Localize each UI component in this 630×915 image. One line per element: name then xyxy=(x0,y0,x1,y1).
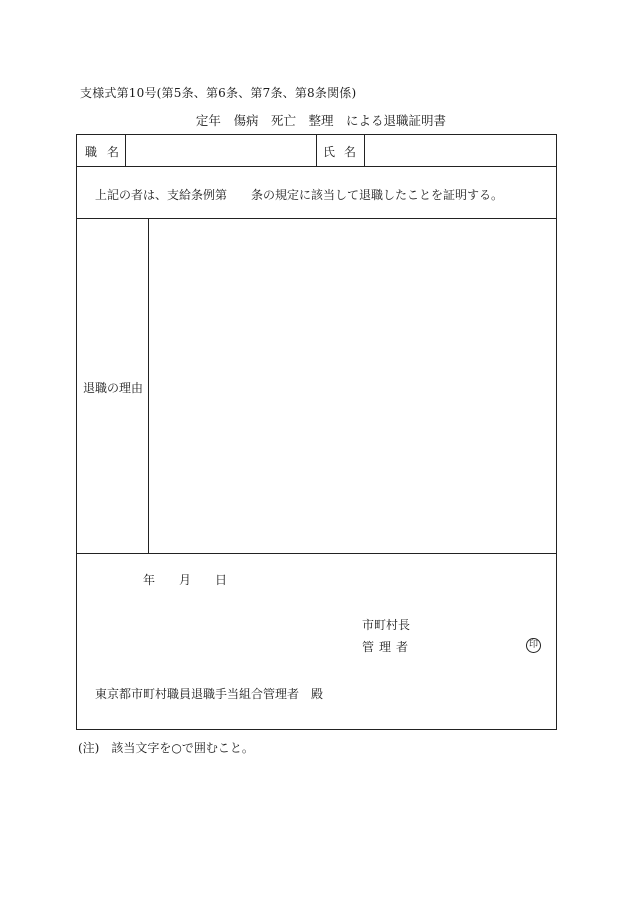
footnote: (注) 該当文字を○で囲むこと。 xyxy=(78,741,254,755)
certificate-form xyxy=(76,134,557,730)
position-field[interactable] xyxy=(131,143,311,159)
manager-label: 管理者 xyxy=(362,640,414,654)
reason-label: 退職の理由 xyxy=(83,381,144,395)
title-option-layoff: 整理 xyxy=(308,113,334,128)
column-divider xyxy=(148,218,149,553)
month-label: 月 xyxy=(179,573,192,587)
mayor-label: 市町村長 xyxy=(362,618,411,632)
document-title xyxy=(0,111,630,129)
seal-icon: 印 xyxy=(526,638,541,653)
title-option-death: 死亡 xyxy=(270,113,296,128)
reason-field[interactable] xyxy=(155,225,550,545)
name-label: 氏名 xyxy=(323,145,366,159)
row-divider xyxy=(77,553,556,554)
row-divider xyxy=(77,166,556,167)
column-divider xyxy=(316,135,317,166)
name-field[interactable] xyxy=(370,143,550,159)
position-label: 職名 xyxy=(85,145,130,159)
day-label: 日 xyxy=(215,573,228,587)
form-number-label: 支様式第10号(第5条、第6条、第7条、第8条関係) xyxy=(80,86,357,100)
title-option-retirement-age: 定年 xyxy=(195,113,221,128)
year-label: 年 xyxy=(143,573,156,587)
title-option-illness: 傷病 xyxy=(233,113,259,128)
addressee-text: 東京都市町村職員退職手当組合管理者 殿 xyxy=(95,687,324,701)
certification-text-after: 条の規定に該当して退職したことを証明する。 xyxy=(251,188,504,202)
certification-text-before: 上記の者は、支給条例第 xyxy=(95,188,228,202)
title-suffix: による退職証明書 xyxy=(346,113,447,128)
